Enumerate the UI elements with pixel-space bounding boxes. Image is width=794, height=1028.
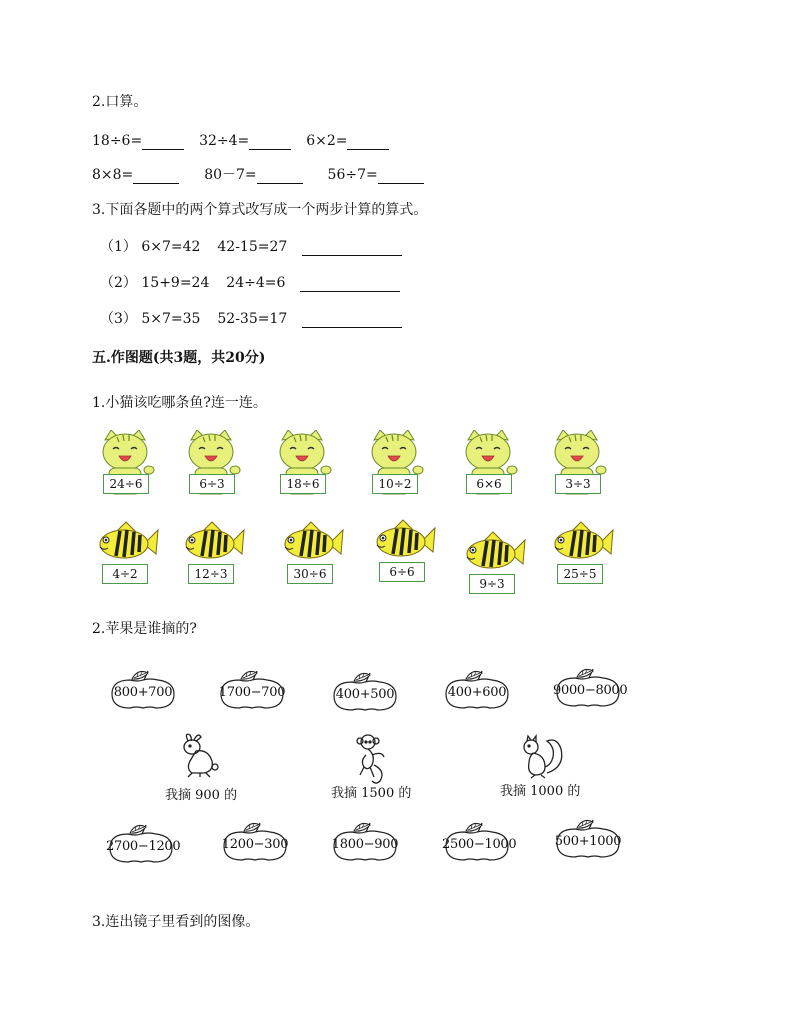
apple-expression: 1700−700 — [218, 685, 286, 700]
q3-title: 3.下面各题中的两个算式改写成一个两步计算的算式。 — [92, 202, 428, 218]
apple-expression: 1200−300 — [221, 837, 289, 852]
rabbit-icon — [178, 733, 226, 779]
equation-a: 15+9=24 — [141, 275, 210, 291]
cat-expression: 24÷6 — [103, 474, 149, 494]
squirrel-text: 我摘 1000 的 — [500, 784, 581, 799]
q3-item-2 — [100, 274, 400, 292]
calc-item: 8×8= — [92, 167, 134, 183]
calc-item: 6×2= — [306, 133, 348, 149]
squirrel-image[interactable] — [519, 733, 565, 783]
cat-card[interactable] — [547, 430, 611, 500]
answer-blank[interactable] — [347, 135, 389, 150]
apple[interactable] — [217, 668, 287, 710]
q2-row2 — [92, 166, 424, 184]
apple[interactable] — [106, 822, 181, 864]
calc-item: 56÷7= — [327, 167, 378, 183]
answer-blank[interactable] — [302, 241, 402, 256]
apple-expression: 9000−8000 — [553, 683, 628, 698]
q2-row1 — [92, 132, 389, 150]
item-number: （1） — [100, 239, 137, 255]
fish-expression: 30÷6 — [287, 564, 333, 584]
equation-a: 6×7=42 — [141, 239, 201, 255]
fish-card[interactable] — [182, 520, 246, 590]
p2-title: 2.苹果是谁摘的? — [92, 621, 197, 637]
apple-expression: 800+700 — [113, 685, 173, 700]
apple-expression: 400+600 — [447, 685, 507, 700]
cat-card[interactable] — [181, 430, 245, 500]
q2-title: 2.口算。 — [92, 94, 148, 110]
item-number: （3） — [100, 311, 137, 327]
apple[interactable] — [553, 817, 623, 859]
calc-item: 18÷6= — [92, 133, 143, 149]
apple[interactable] — [330, 670, 400, 712]
cat-card[interactable] — [458, 430, 522, 500]
monkey-icon — [354, 733, 390, 785]
fish-card[interactable] — [551, 520, 615, 590]
monkey-image[interactable] — [354, 733, 390, 789]
apple-expression: 2700−1200 — [106, 839, 181, 854]
cat-expression: 18÷6 — [280, 474, 326, 494]
monkey-text: 我摘 1500 的 — [331, 786, 412, 801]
apple[interactable] — [220, 820, 290, 862]
rabbit-image[interactable] — [178, 733, 226, 783]
fish-expression: 25÷5 — [557, 564, 603, 584]
fish-card[interactable] — [463, 530, 527, 600]
fish-expression: 9÷3 — [469, 574, 515, 594]
section-title: 五.作图题(共3题，共20分) — [92, 350, 266, 366]
apple[interactable] — [442, 820, 517, 862]
apple-expression: 1800−900 — [331, 837, 399, 852]
fish-card[interactable] — [373, 518, 437, 588]
p1-title: 1.小猫该吃哪条鱼?连一连。 — [92, 395, 267, 411]
answer-blank[interactable] — [249, 135, 291, 150]
p3-title: 3.连出镜子里看到的图像。 — [92, 914, 260, 930]
cat-card[interactable] — [272, 430, 336, 500]
apple-expression: 2500−1000 — [442, 837, 517, 852]
q3-item-3 — [100, 310, 402, 328]
squirrel-icon — [519, 733, 565, 779]
cat-expression: 6×6 — [466, 474, 512, 494]
answer-blank[interactable] — [300, 277, 400, 292]
cat-card[interactable] — [364, 430, 428, 500]
calc-item: 32÷4= — [199, 133, 250, 149]
equation-b: 52-35=17 — [217, 311, 288, 327]
item-number: （2） — [100, 275, 137, 291]
cat-expression: 3÷3 — [555, 474, 601, 494]
equation-b: 24÷4=6 — [226, 275, 286, 291]
equation-b: 42-15=27 — [217, 239, 288, 255]
apple[interactable] — [442, 668, 512, 710]
q3-item-1 — [100, 238, 402, 256]
fish-expression: 4÷2 — [102, 564, 148, 584]
answer-blank[interactable] — [133, 169, 179, 184]
fish-card[interactable] — [281, 520, 345, 590]
apple-expression: 400+500 — [335, 687, 395, 702]
answer-blank[interactable] — [142, 135, 184, 150]
cat-expression: 10÷2 — [372, 474, 418, 494]
fish-card[interactable] — [96, 520, 160, 590]
answer-blank[interactable] — [302, 313, 402, 328]
cat-card[interactable] — [95, 430, 159, 500]
cat-expression: 6÷3 — [189, 474, 235, 494]
answer-blank[interactable] — [257, 169, 303, 184]
equation-a: 5×7=35 — [141, 311, 201, 327]
calc-item: 80－7= — [204, 167, 257, 183]
apple[interactable] — [108, 668, 178, 710]
rabbit-text: 我摘 900 的 — [165, 788, 238, 803]
fish-expression: 6÷6 — [379, 562, 425, 582]
apple[interactable] — [330, 820, 400, 862]
answer-blank[interactable] — [378, 169, 424, 184]
apple-expression: 500+1000 — [554, 834, 622, 849]
apple[interactable] — [553, 666, 628, 708]
fish-expression: 12÷3 — [188, 564, 234, 584]
